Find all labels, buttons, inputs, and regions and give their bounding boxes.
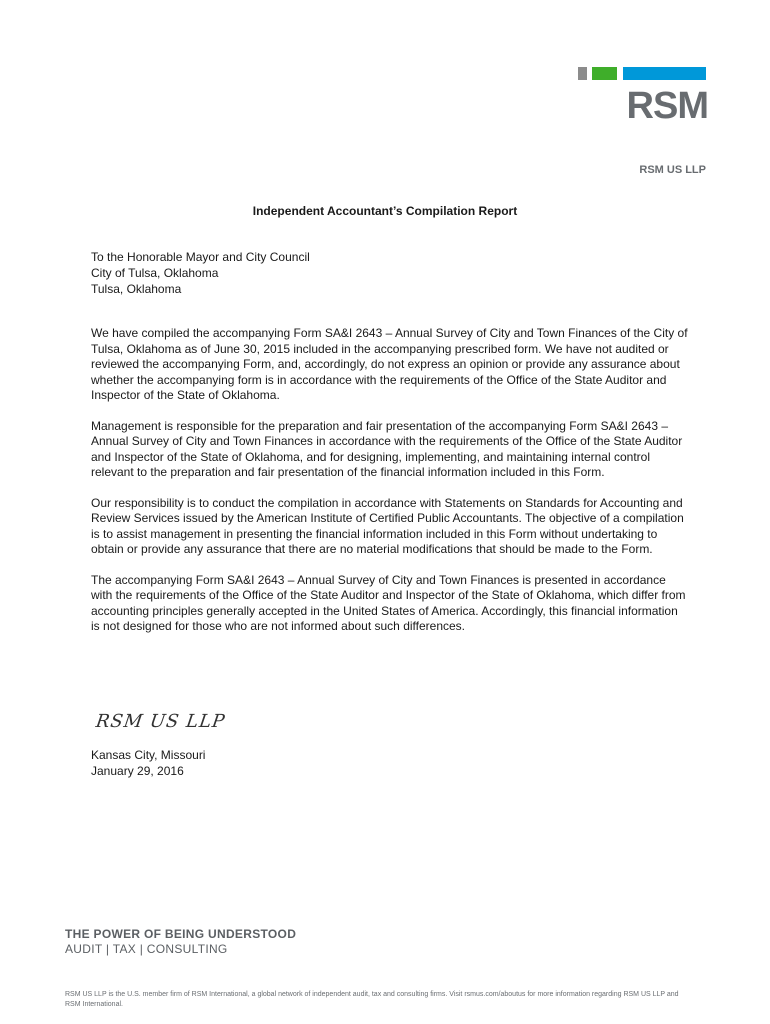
logo-color-bars — [578, 67, 706, 80]
footer-tagline: THE POWER OF BEING UNDERSTOOD — [65, 927, 297, 941]
signature: RSM US LLP — [94, 711, 227, 732]
signing-date: January 29, 2016 — [91, 764, 184, 778]
logo-bar-gray — [578, 67, 587, 80]
logo-bar-blue — [623, 67, 706, 80]
paragraph: We have compiled the accompanying Form SA&I 2643 – Annual Survey of City and Town Finances of the City of Tulsa, Oklahoma as of June 30, 2015 included in the accompanying prescribed form. We have not audited or reviewed the accompanying Form, and, accordingly, do not express an opinion or provide any assurance about whether the accompanying form is in accordance with the requirements of the Office of the State Auditor and Inspector of the State of Oklahoma. — [91, 326, 688, 402]
report-body — [91, 326, 689, 650]
addressee-line: City of Tulsa, Oklahoma — [91, 266, 219, 280]
addressee-line: Tulsa, Oklahoma — [91, 282, 182, 296]
logo-bar-green — [592, 67, 617, 80]
firm-name: RSM US LLP — [639, 164, 706, 176]
paragraph: Our responsibility is to conduct the compilation in accordance with Statements on Standards for Accounting and Review Services issued by the American Institute of Certified Public Accountants. The objective of a compilation is to assist management in presenting the financial information included in this Form without undertaking to obtain or provide any assurance that there are no material modifications that should be made to the Form. — [91, 495, 684, 556]
report-title: Independent Accountant’s Compilation Report — [252, 204, 518, 218]
footer-services: AUDIT | TAX | CONSULTING — [65, 942, 228, 956]
paragraph: Management is responsible for the preparation and fair presentation of the accompanying Form SA&I 2643 – Annual Survey of City and Town Finances in accordance with the requirements of the Office of the State Auditor and Inspector of the State of Oklahoma, and for designing, implementing, and maintaining internal control relevant to the preparation and fair presentation of the financial information included in this Form. — [91, 418, 683, 479]
signing-location: Kansas City, Missouri — [91, 748, 206, 762]
addressee-line: To the Honorable Mayor and City Council — [91, 250, 310, 264]
signing-block — [91, 747, 205, 779]
paragraph: The accompanying Form SA&I 2643 – Annual Survey of City and Town Finances is presented in accordance with the requirements of the Office of the State Auditor and Inspector of the State of Oklahoma, which differ from accounting principles generally accepted in the United States of America. Accordingly, this financial information is not designed for those who are not informed about such differences. — [91, 572, 686, 633]
logo-wordmark: RSM — [626, 85, 708, 127]
addressee-block — [91, 249, 310, 297]
footer-note: RSM US LLP is the U.S. member firm of RSM International, a global network of independent audit, tax and consulting firms. Visit rsmus.com/aboutus for more information regarding RSM US LLP and RSM International. — [65, 991, 679, 1008]
